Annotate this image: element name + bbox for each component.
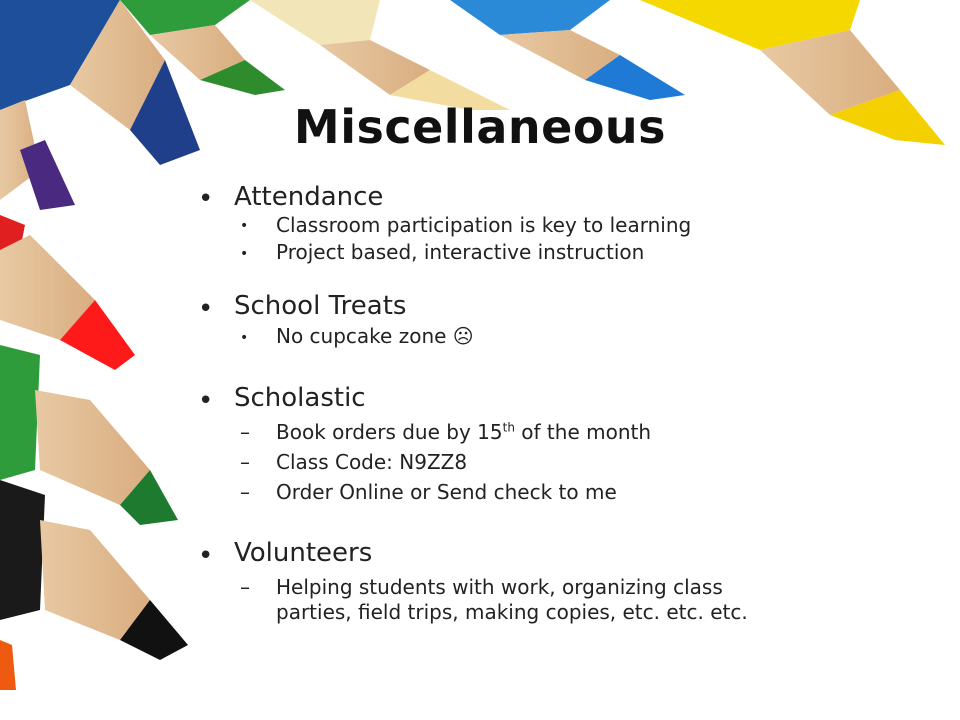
bullet-icon: • bbox=[198, 386, 214, 416]
dash-icon: – bbox=[240, 575, 250, 599]
list-item: Project based, interactive instruction bbox=[276, 240, 645, 264]
bullet-icon: • bbox=[240, 218, 249, 234]
superscript-text: th bbox=[502, 420, 515, 435]
list-item-text: Book orders due by 15 bbox=[276, 420, 503, 444]
list-item-text: of the month bbox=[514, 420, 652, 444]
section-heading-attendance: Attendance bbox=[234, 182, 384, 212]
list-item-text: No cupcake zone bbox=[276, 324, 447, 348]
bullet-icon: • bbox=[198, 541, 214, 571]
list-item: Order Online or Send check to me bbox=[276, 480, 617, 504]
dash-icon: – bbox=[240, 450, 250, 474]
list-item-continuation: parties, field trips, making copies, etc. etc. etc. bbox=[276, 600, 748, 624]
list-item: Helping students with work, organizing class bbox=[276, 575, 723, 599]
dash-icon: – bbox=[240, 420, 250, 444]
slide-title: Miscellaneous bbox=[293, 100, 667, 154]
bullet-icon: • bbox=[198, 294, 214, 324]
frown-face-icon: ☹ bbox=[452, 324, 474, 348]
dash-icon: – bbox=[240, 480, 250, 504]
list-item bbox=[276, 324, 474, 348]
section-heading-volunteers: Volunteers bbox=[234, 538, 373, 568]
list-item bbox=[276, 420, 651, 444]
list-item: Class Code: N9ZZ8 bbox=[276, 450, 468, 474]
section-heading-school-treats: School Treats bbox=[234, 291, 407, 321]
section-heading-scholastic: Scholastic bbox=[234, 383, 366, 413]
list-item: Classroom participation is key to learning bbox=[276, 213, 692, 237]
bullet-icon: • bbox=[198, 184, 214, 214]
bullet-icon: • bbox=[240, 246, 249, 262]
bullet-icon: • bbox=[240, 330, 249, 346]
